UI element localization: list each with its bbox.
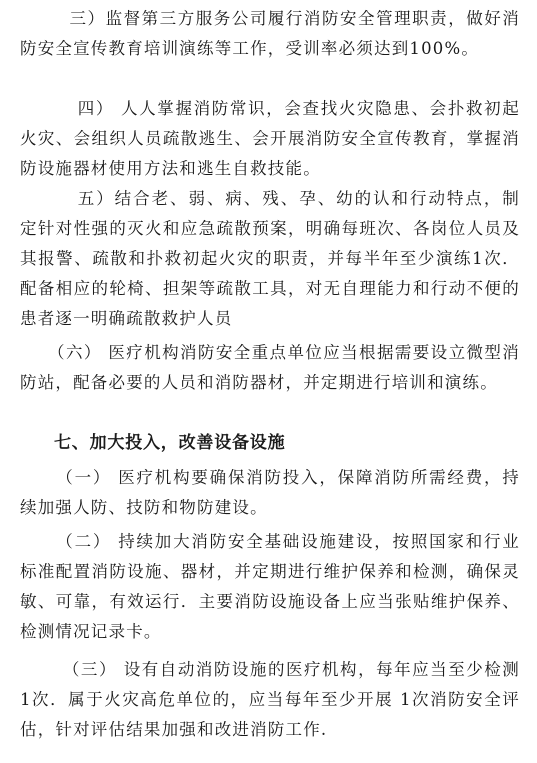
paragraph-3: 三）监督第三方服务公司履行消防安全管理职责，做好消防安全宣传教育培训演练等工作，受训率必须达到100%。	[20, 9, 520, 58]
section-heading: 七、加大投入，改善设备设施	[54, 433, 286, 453]
paragraph-4: 四） 人人掌握消防常识，会查找火灾隐患、会扑救初起火灾、会组织人员疏散逃生、会开展消防安全宣传教育，掌握消防设施器材使用方法和逃生自救技能。	[20, 99, 520, 178]
paragraph-6: （六） 医疗机构消防安全重点单位应当根据需要设立微型消防站，配备必要的人员和消防器材，并定期进行培训和演练。	[20, 343, 520, 392]
section-paragraph-3: （三） 设有自动消防设施的医疗机构，每年应当至少检测 1次．属于火灾高危单位的，应当每年至少开展 1次消防安全评估，针对评估结果加强和改进消防工作.	[20, 660, 520, 739]
section-paragraph-1: （一） 医疗机构要确保消防投入，保障消防所需经费，持续加强人防、技防和物防建设。	[20, 468, 520, 517]
section-paragraph-2: （二） 持续加大消防安全基础设施建设，按照国家和行业标准配置消防设施、器材，并定期进行维护保养和检测，确保灵敏、可靠，有效运行．主要消防设施设备上应当张贴维护保养、检测情况记录卡。	[20, 532, 520, 641]
paragraph-5: 五）结合老、弱、病、残、孕、幼的认和行动特点，制定针对性强的灭火和应急疏散预案，明确每班次、各岗位人员及其报警、疏散和扑救初起火灾的职责，并每半年至少演练1次．配备相应的轮椅、担架等疏散工具，对无自理能力和行动不便的患者逐一明确疏散救护人员	[20, 189, 520, 328]
